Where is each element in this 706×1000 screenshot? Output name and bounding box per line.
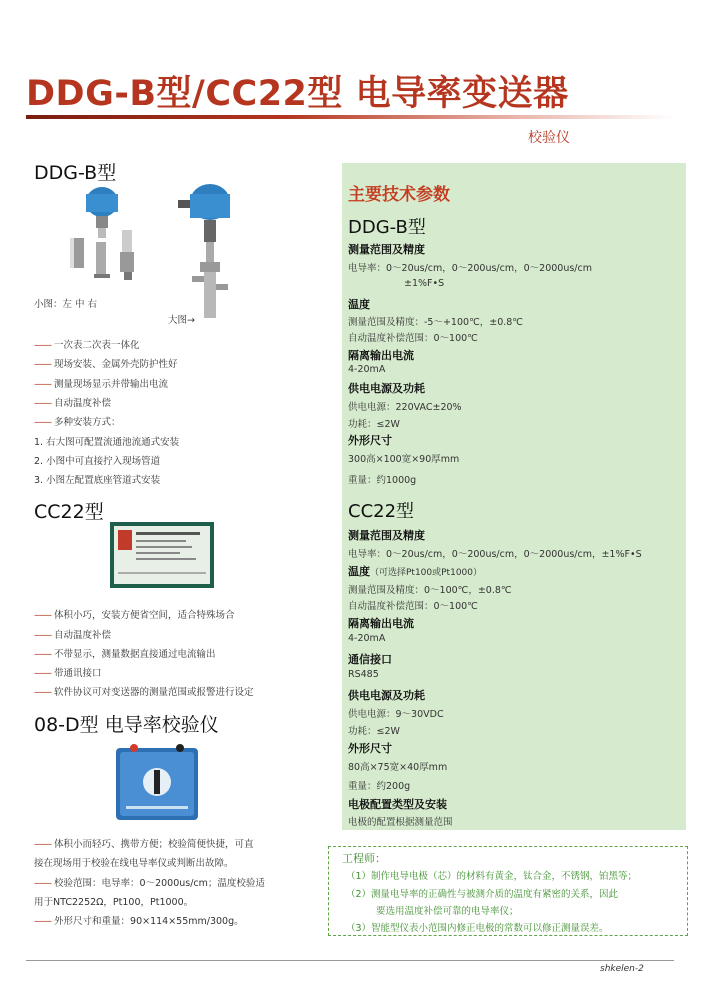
spec-ddgb-dim-1: 300高×100宽×90厚mm (348, 454, 460, 465)
spec-ddgb-temp-1: 测量范围及精度：-5～+100℃，±0.8℃ (348, 317, 523, 328)
ddgb-heading: DDG-B型 (34, 162, 117, 184)
spec-cc22-comm-1: RS485 (348, 669, 379, 680)
engineer-note-2: （2）测量电导率的正确性与被测介质的温度有紧密的关系，因此 (346, 889, 619, 900)
footer-rule (26, 960, 674, 961)
spec-cc22-range-label: 测量范围及精度 (348, 529, 425, 542)
spec-ddgb-output-1: 4-20mA (348, 364, 386, 375)
ddgb-caption-large: 大图→ (168, 315, 195, 326)
spec-ddgb-model: DDG-B型 (348, 217, 426, 238)
spec-cc22-output-label: 隔离输出电流 (348, 617, 414, 630)
ddgb-caption-small: 小图：左 中 右 (34, 299, 98, 310)
spec-ddgb-range-1: 电导率：0～20us/cm，0～200us/cm，0～2000us/cm (348, 263, 592, 274)
spec-cc22-range-1: 电导率：0～20us/cm，0～200us/cm，0～2000us/cm，±1%F•S (348, 549, 642, 560)
spec-cc22-electrode-label: 电极配置类型及安装 (348, 798, 447, 811)
engineer-note-3: 要选用温度补偿可靠的电导率仪； (376, 906, 519, 917)
spec-ddgb-temp-label: 温度 (348, 298, 370, 311)
ddgb-install-1: 1. 右大图可配置流通池流通式安装 (34, 437, 180, 448)
spec-ddgb-output-label: 隔离输出电流 (348, 349, 414, 362)
page-subtitle: 校验仪 (528, 130, 570, 146)
ddgb-install-2: 2. 小图中可直接拧入现场管道 (34, 456, 161, 467)
cc22-feature-5: —— 软件协议可对变送器的测量范围或报警进行设定 (34, 687, 254, 698)
spec-cc22-power-1: 供电电源：9～30VDC (348, 709, 444, 720)
spec-ddgb-range-2: ±1%F•S (404, 278, 445, 289)
spec-cc22-dim-1: 80高×75宽×40厚mm (348, 762, 448, 773)
ddgb-large-sensor (178, 184, 230, 318)
ddgb-small-right-electrode (120, 230, 134, 280)
ddgb-feature-1: —— 一次表二次表一体化 (34, 340, 140, 351)
spec-cc22-weight: 重量：约200g (348, 781, 411, 792)
page-footer: shkelen-2 (600, 964, 644, 974)
spec-ddgb-temp-2: 自动温度补偿范围：0～100℃ (348, 333, 478, 344)
cc22-feature-3: —— 不带显示，测量数据直接通过电流输出 (34, 649, 216, 660)
spec-cc22-comm-label: 通信接口 (348, 653, 392, 666)
d08-product-photo (112, 740, 202, 822)
spec-ddgb-power-1: 供电电源：220VAC±20% (348, 402, 462, 413)
d08-line-2: 接在现场用于校验在线电导率仪或判断出故障。 (34, 858, 234, 869)
spec-cc22-temp-1: 测量范围及精度：0～100℃，±0.8℃ (348, 585, 512, 596)
spec-cc22-temp-2: 自动温度补偿范围：0～100℃ (348, 601, 478, 612)
spec-cc22-output-1: 4-20mA (348, 633, 386, 644)
ddgb-install-3: 3. 小图左配置底座管道式安装 (34, 475, 161, 486)
spec-cc22-power-label: 供电电源及功耗 (348, 689, 425, 702)
engineer-title: 工程师： (342, 852, 386, 865)
spec-ddgb-power-2: 功耗：≤2W (348, 419, 400, 430)
d08-heading: 08-D型 电导率校验仪 (34, 714, 219, 736)
ddgb-small-cylinder (70, 238, 84, 268)
spec-cc22-model: CC22型 (348, 501, 415, 522)
spec-cc22-temp-label: 温度（可选择Pt100或Pt1000） (348, 565, 482, 578)
engineer-note-1: （1）制作电导电极（芯）的材料有黄金，钛合金，不锈钢，铂黑等； (346, 871, 638, 882)
engineer-note-4: （3）智能型仪表小范围内修正电极的常数可以修正测量误差。 (346, 923, 609, 934)
cc22-heading: CC22型 (34, 501, 104, 523)
page-title: DDG-B型/CC22型 电导率变送器 (26, 74, 569, 114)
spec-cc22-power-2: 功耗：≤2W (348, 726, 400, 737)
ddgb-small-left-sensor (86, 187, 118, 238)
ddgb-feature-4: —— 自动温度补偿 (34, 398, 112, 409)
cc22-feature-2: —— 自动温度补偿 (34, 630, 112, 641)
cc22-feature-4: —— 带通讯接口 (34, 668, 102, 679)
ddgb-feature-5: —— 多种安装方式： (34, 417, 121, 428)
spec-ddgb-power-label: 供电电源及功耗 (348, 382, 425, 395)
d08-line-5: —— 外形尺寸和重量：90×114×55mm/300g。 (34, 916, 244, 927)
d08-line-4: 用于NTC2252Ω，Pt100，Pt1000。 (34, 897, 194, 908)
cc22-product-photo (108, 520, 216, 590)
spec-cc22-dim-label: 外形尺寸 (348, 742, 392, 755)
spec-ddgb-weight: 重量：约1000g (348, 475, 417, 486)
ddgb-feature-2: —— 现场安装、金属外壳防护性好 (34, 359, 178, 370)
ddgb-feature-3: —— 测量现场显示并带输出电流 (34, 379, 169, 390)
spec-cc22-electrode-1: 电极的配置根据测量范围 (348, 817, 453, 828)
cc22-feature-1: —— 体积小巧，安装方便省空间，适合特殊场合 (34, 610, 235, 621)
d08-line-3: —— 校验范围：电导率：0～2000us/cm；温度校验适 (34, 878, 265, 889)
spec-ddgb-range-label: 测量范围及精度 (348, 243, 425, 256)
d08-line-1: —— 体积小而轻巧、携带方便；校验简便快捷，可直 (34, 839, 254, 850)
ddgb-small-middle-electrode (94, 242, 110, 278)
title-underline (26, 115, 674, 119)
spec-heading: 主要技术参数 (348, 185, 450, 205)
spec-ddgb-dim-label: 外形尺寸 (348, 434, 392, 447)
